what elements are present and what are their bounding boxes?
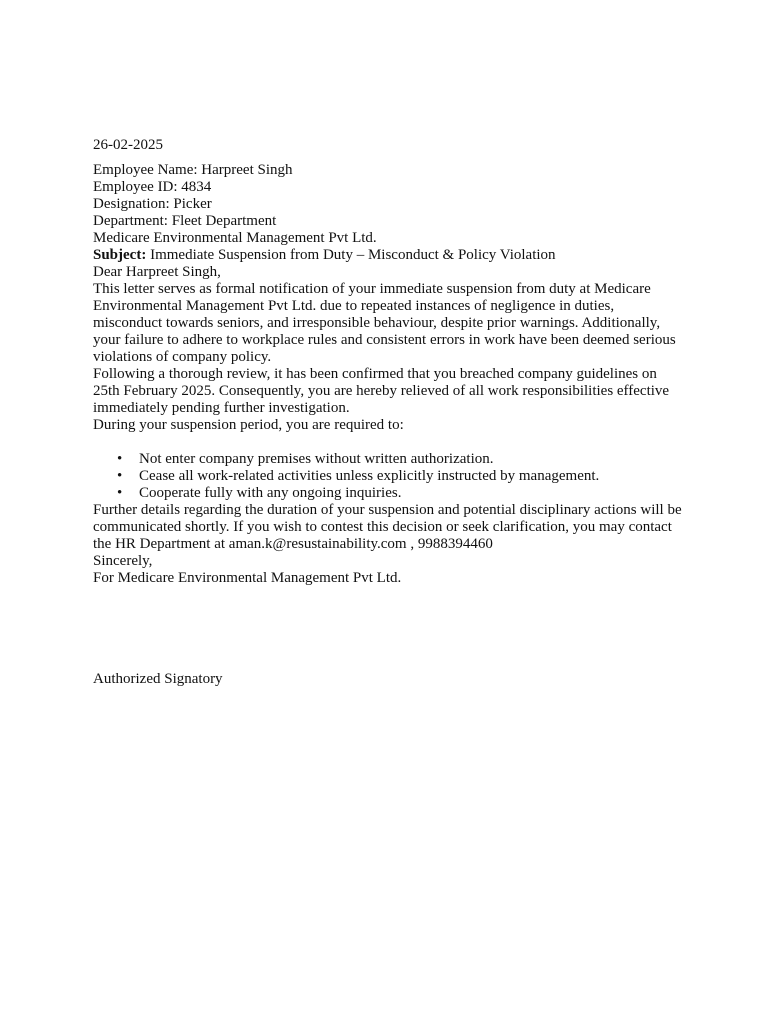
subject-label: Subject: [93,247,147,263]
on-behalf-line: For Medicare Environmental Management Pvt Ltd. [93,570,402,586]
subject-text: Immediate Suspension from Duty – Misconduct & Policy Violation [146,247,556,263]
list-item [117,451,683,468]
subject-line [93,247,683,264]
employee-id: Employee ID: 4834 [93,179,212,195]
sign-off: Sincerely, [93,553,153,569]
list-item [117,485,683,502]
bullet-icon: • [117,485,123,501]
employee-name: Employee Name: Harpreet Singh [93,162,293,178]
bullet-icon: • [117,468,123,484]
body-paragraph-3: During your suspension period, you are required to: [93,417,404,433]
employee-company: Medicare Environmental Management Pvt Ltd. [93,230,377,246]
employee-department: Department: Fleet Department [93,213,277,229]
bullet-icon: • [117,451,123,467]
requirements-list [93,451,683,502]
salutation: Dear Harpreet Singh, [93,264,221,280]
closing-paragraph: Further details regarding the duration of your suspension and potential disciplinary actions will be communicated shortly. If you wish to contest this decision or seek clarification, you may contact the HR Department at aman.k@resustainability.com , 9988394460 [93,502,682,552]
employee-details [93,162,683,247]
employee-designation: Designation: Picker [93,196,212,212]
list-item-text: Cease all work-related activities unless explicitly instructed by management. [139,468,600,484]
body-paragraph-1: This letter serves as formal notification of your immediate suspension from duty at Medicare Environmental Management Pvt Ltd. due to repeated instances of negligence in duties, misconduct towards seniors, and irresponsible behaviour, despite prior warnings. Additionally, your failure to adhere to workplace rules and consistent errors in work have been deemed serious violations of company policy. [93,281,676,365]
authorized-signatory: Authorized Signatory [93,671,223,687]
list-item-text: Not enter company premises without written authorization. [139,451,494,467]
list-item-text: Cooperate fully with any ongoing inquiries. [139,485,402,501]
body-paragraph-2: Following a thorough review, it has been confirmed that you breached company guidelines on 25th February 2025. Consequently, you are hereby relieved of all work responsibilities effective immediately pending further investigation. [93,366,670,416]
list-item [117,468,683,485]
letter-page [93,137,683,688]
letter-date: 26-02-2025 [93,137,163,153]
